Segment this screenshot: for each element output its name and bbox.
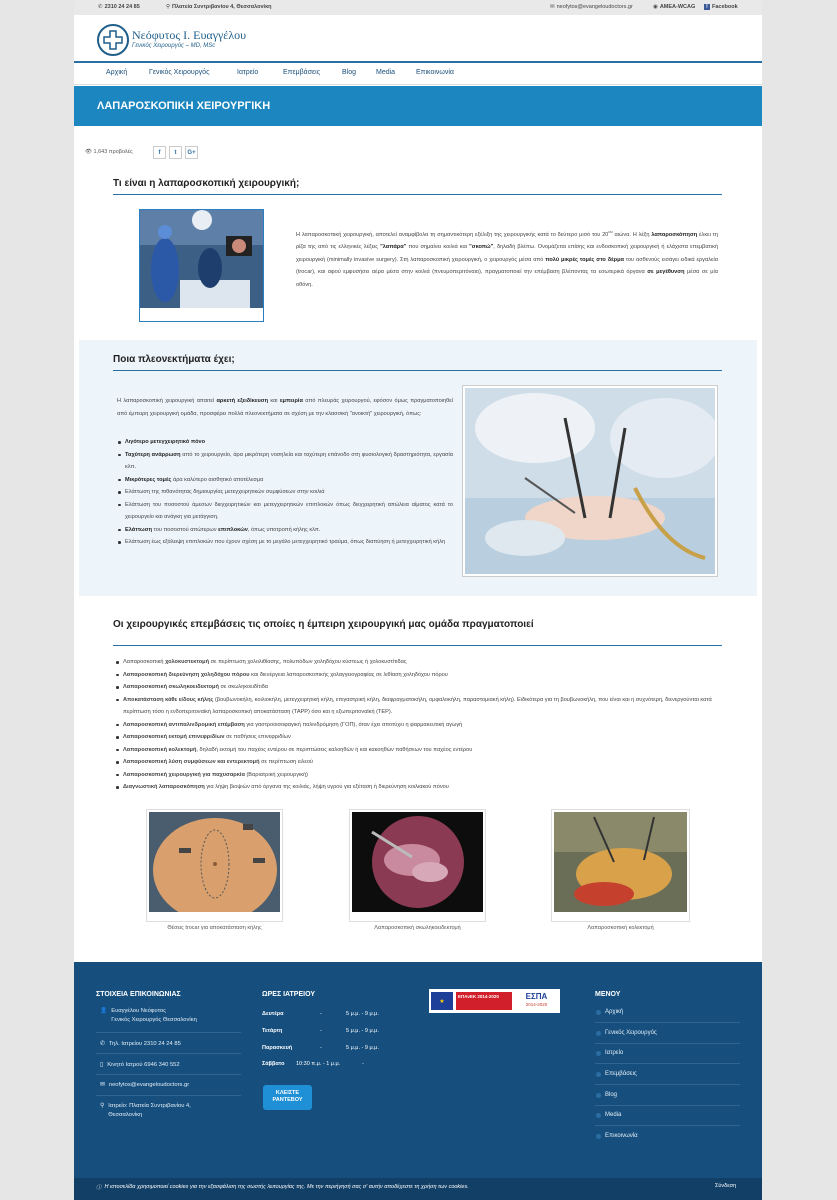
mobile-icon: ▯ bbox=[100, 1062, 104, 1068]
surgery-room-image bbox=[139, 209, 264, 322]
logo-subtitle: Γενικός Χειρουργός – MD, MSc bbox=[132, 43, 216, 49]
footer-menu-title: ΜΕΝΟΥ bbox=[595, 991, 621, 998]
nav-contact[interactable]: Επικοινωνία bbox=[416, 69, 454, 76]
envelope-icon: ✉ bbox=[550, 4, 555, 10]
page-title: ΛΑΠΑΡΟΣΚΟΠΙΚΗ ΧΕΙΡΟΥΡΓΙΚΗ bbox=[97, 100, 271, 112]
eye-icon: 👁 bbox=[85, 149, 92, 155]
nav-operations[interactable]: Επεμβάσεις bbox=[283, 69, 321, 76]
nav-home[interactable]: Αρχική bbox=[106, 69, 128, 76]
section-divider bbox=[113, 194, 722, 195]
footer-contact-email[interactable]: ✉ neofytos@evangeloudoctors.gr bbox=[100, 1082, 190, 1088]
envelope-icon: ✉ bbox=[100, 1082, 105, 1088]
footer-divider bbox=[96, 1053, 241, 1054]
advantages-list bbox=[117, 436, 453, 549]
list-item: Λαπαροσκοπική σκωληκοειδεκτομή σε σκωληκοειδίτιδα bbox=[115, 681, 725, 694]
footer-hours-title: ΩΡΕΣ ΙΑΤΡΕΙΟΥ bbox=[262, 991, 315, 998]
nav-media[interactable]: Media bbox=[376, 69, 396, 76]
list-item: Μικρότερες τομές άρα καλύτερο αισθητικό αποτέλεσμα bbox=[117, 474, 453, 487]
login-link[interactable]: Σύνδεση bbox=[715, 1183, 737, 1189]
list-item: Λαπαροσκοπική χειρουργική για παχυσαρκία (Βαριατρική χειρουργική) bbox=[115, 769, 725, 782]
epanek-label: ΕΠΑνΕΚ 2014-2020 bbox=[456, 992, 512, 1010]
list-item: Ελάττωση έως εξάλειψη επιπλοκών που έχουν σχέση με το μεγάλο μετεγχειρητικό τραύμα, όπως διαπύηση ή μετεγχειρητική κήλη bbox=[117, 536, 453, 549]
share-facebook-button[interactable]: f bbox=[153, 146, 166, 159]
page-banner bbox=[74, 86, 762, 126]
view-count: 👁 1,643 προβολές bbox=[85, 149, 133, 155]
caption: Θέσεις trocar για αποκατάσταση κήλης bbox=[167, 925, 262, 931]
footer-divider bbox=[595, 1063, 740, 1064]
eu-flag-icon: ★ bbox=[431, 992, 453, 1010]
top-phone[interactable]: ✆ 2310 24 24 85 bbox=[98, 4, 140, 10]
list-item: Λιγότερο μετεγχειρητικό πόνο bbox=[117, 436, 453, 449]
footer-menu-contact[interactable]: Επικοινωνία bbox=[596, 1133, 638, 1139]
footer-divider bbox=[96, 1032, 241, 1033]
cookie-notice: ⓘ Η ιστοσελίδα χρησιμοποιεί cookies για την εξασφάλιση της σωστής λειτουργίας της. Με την περιήγησή σας σ' αυτήν αποδέχεστε τη χρήση των cookies. bbox=[96, 1184, 469, 1191]
section-advantages-title: Ποια πλεονεκτήματα έχει; bbox=[113, 354, 235, 365]
espa-logo: ΕΣΠΑ 2014-2020 bbox=[525, 992, 548, 1007]
user-icon: 👤 bbox=[100, 1008, 108, 1014]
hours-day: Δευτέρα bbox=[262, 1011, 284, 1017]
hours-day: Σάββατο bbox=[262, 1061, 285, 1067]
list-item: Λαπαροσκοπική διερεύνηση χοληδόχου πόρου και διενέργεια λαπαροσκοπικής χολαγγειογραφίας σε λιθίαση χοληδόχου πόρου bbox=[115, 669, 725, 682]
map-marker-icon: ⚲ bbox=[100, 1103, 105, 1109]
hours-day: Παρασκευή bbox=[262, 1045, 293, 1051]
phone-icon: ✆ bbox=[98, 4, 103, 10]
logo-cross-icon[interactable] bbox=[97, 24, 129, 56]
hours-time: 5 μ.μ. - 9 μ.μ. bbox=[346, 1011, 379, 1017]
footer-menu-surgeon[interactable]: Γενικός Χειρουργός bbox=[596, 1030, 657, 1036]
espa-banner[interactable] bbox=[429, 989, 560, 1013]
footer-menu-blog[interactable]: Blog bbox=[596, 1092, 617, 1098]
laparoscopy-instruments-image bbox=[462, 385, 718, 577]
footer-divider bbox=[96, 1095, 241, 1096]
list-item: Ελάττωση του ποσοστού απώτερων επιπλοκών, όπως υποτροπή κήλης κλπ. bbox=[117, 524, 453, 537]
footer-divider bbox=[595, 1022, 740, 1023]
hours-dash: - bbox=[320, 1028, 322, 1034]
hours-dash: - bbox=[320, 1011, 322, 1017]
cookie-bar bbox=[74, 1178, 762, 1200]
bullet-icon bbox=[596, 1072, 601, 1077]
top-email[interactable]: ✉ neofytos@evangeloudoctors.gr bbox=[550, 4, 633, 10]
hours-time: 5 μ.μ. - 9 μ.μ. bbox=[346, 1045, 379, 1051]
logo-name[interactable]: Νεόφυτος Ι. Ευαγγέλου bbox=[132, 28, 247, 42]
list-item: Λαπαροσκοπική λύση συμφύσεων και εντερεκτομή σε περίπτωση ειλεού bbox=[115, 756, 725, 769]
footer-contact-mobile[interactable]: ▯ Κινητό Ιατρού 6946 340 552 bbox=[100, 1062, 180, 1068]
bullet-icon bbox=[596, 1134, 601, 1139]
hernia-trocar-image[interactable] bbox=[146, 809, 283, 922]
section-what-text: Η λαπαροσκοπική χειρουργική, αποτελεί αναμφίβολα τη σημαντικότερη εξέλιξη της χειρουργικής κατά το δεύτερο μισό του $20^{o\upsilon}$ αιώνα. Η λέξη λαπαροσκόπηση έλκει τη ρίζα της από τις ελληνικές λέξεις "λαπάρα" που σημαίνει κοιλιά και "σκοπώ", δηλαδή βλέπω. Ονομάζεται επίσης και ενδοσκοπική χειρουργική ή ελάχιστα επεμβατική χειρουργική (minimally invasive surgery). Στη λαπαροσκοπική χειρουργική, ο χειρουργός μέσα από πολύ μικρές τομές στο δέρμα του ασθενούς εισάγει ειδικά εργαλεία (trocar), και αφού εμφυσήσει αέρα μέσα στην κοιλιά (πνευμοπεριτόναιο), πραγματοποιεί την επέμβαση βλέποντας τα εσωτερικά όργανα σε μεγέθυνση μέσα σε μία οθόνη. bbox=[296, 229, 718, 288]
list-item: Αποκατάσταση κάθε είδους κήλης (βουβωνοκήλη, κοιλιοκήλη, μετεγχειρητική κήλη, επιγαστρική κήλη, διαφραγματοκήλη, ομφαλοκήλη, παραστομιακή κήλη). Ειδικότερα για τη βουβωνοκήλη, που είναι και η συχνότερη, διενεργούνται κατά περίπτωση τόσο η ενδοπεριτοναϊκή λαπαροσκοπική αποκατάσταση (TAPP) όσο και η εξωπεριτοναϊκή (TEP). bbox=[115, 694, 725, 719]
top-facebook[interactable]: f Facebook bbox=[704, 4, 738, 10]
nav-surgeon[interactable]: Γενικός Χειρουργός bbox=[149, 69, 210, 76]
info-icon: ⓘ bbox=[96, 1185, 102, 1191]
appendectomy-image[interactable] bbox=[349, 809, 486, 922]
caption: Λαπαροσκοπική σκωληκοειδεκτομή bbox=[374, 925, 461, 931]
top-amea[interactable]: ◉ AMEA-WCAG bbox=[653, 4, 696, 10]
top-address: ⚲ Πλατεία Συντριβανίου 4, Θεσσαλονίκη bbox=[166, 4, 272, 10]
list-item: Ταχύτερη ανάρρωση από το χειρουργείο, άρα μικρότερη νοσηλεία και ταχύτερη επάνοδο στη φυσιολογική δραστηριότητα, εργασία κλπ. bbox=[117, 449, 453, 474]
list-item: Ελάττωση του ποσοστού άμεσων διεγχειρητικών και μετεγχειρητικών επιπλοκών όπως διεγχειρητική απώλεια αίματος κατά το χειρουργείο και ανάγκη για μετάγγιση. bbox=[117, 499, 453, 524]
bullet-icon bbox=[596, 1031, 601, 1036]
nav-blog[interactable]: Blog bbox=[342, 69, 357, 76]
top-bar bbox=[74, 0, 762, 15]
list-item: Λαπαροσκοπική εκτομή επινεφριδίων σε παθήσεις επινεφριδίων bbox=[115, 731, 725, 744]
list-item: Διαγνωστική λαπαροσκόπηση για λήψη βιοψιών από όργανα της κοιλιάς, λήψη υγρού για εξέταση ή διερεύνηση κοιλιακού πόνου bbox=[115, 781, 725, 794]
hours-time: 5 μ.μ. - 9 μ.μ. bbox=[346, 1028, 379, 1034]
accessibility-icon: ◉ bbox=[653, 4, 658, 10]
section-what-title: Τι είναι η λαπαροσκοπική χειρουργική; bbox=[113, 178, 300, 189]
section-operations-title: Οι χειρουργικές επεμβάσεις τις οποίες η έμπειρη χειρουργική μας ομάδα πραγματοποιεί bbox=[113, 619, 534, 630]
section-divider bbox=[113, 645, 722, 646]
bullet-icon bbox=[596, 1113, 601, 1118]
hours-dash: - bbox=[320, 1045, 322, 1051]
bullet-icon bbox=[596, 1051, 601, 1056]
caption: Λαπαροσκοπική κολεκτομή bbox=[587, 925, 654, 931]
footer-divider bbox=[595, 1043, 740, 1044]
main-nav bbox=[74, 63, 762, 85]
share-twitter-button[interactable]: t bbox=[169, 146, 182, 159]
colectomy-image[interactable] bbox=[551, 809, 690, 922]
footer-divider bbox=[595, 1105, 740, 1106]
footer-divider bbox=[595, 1084, 740, 1085]
footer-menu-media[interactable]: Media bbox=[596, 1112, 621, 1118]
facebook-icon: f bbox=[704, 4, 710, 10]
site-footer bbox=[74, 962, 762, 1178]
list-item: Λαπαροσκοπική χολοκυστεκτομή σε περίπτωση χολολιθίασης, πολυπόδων χοληδόχου κύστεως ή χολοκυστίτιδας bbox=[115, 656, 725, 669]
footer-menu-clinic[interactable]: Ιατρείο bbox=[596, 1050, 623, 1056]
list-item: Ελάττωση της πιθανότητας δημιουργίας μετεγχειρητικών συμφύσεων στην κοιλιά bbox=[117, 486, 453, 499]
bullet-icon bbox=[596, 1010, 601, 1015]
appointment-button[interactable]: ΚΛΕΙΣΤΕ ΡΑΝΤΕΒΟΥ bbox=[263, 1085, 312, 1110]
phone-icon: ✆ bbox=[100, 1041, 105, 1047]
advantages-intro: Η λαπαροσκοπική χειρουργική απαιτεί αρκετή εξειδίκευση και εμπειρία από πλευράς χειρουργού, εφόσον όμως πραγματοποιηθεί από έμπειρη χειρουργική ομάδα, προσφέρει πολλά πλεονεκτήματα σε σχέση με την κλασσική "ανοικτή" χειρουργική, όπως: bbox=[117, 398, 453, 417]
list-item: Λαπαροσκοπική κολεκτομή, δηλαδή εκτομή του παχέος εντέρου σε περιπτώσεις καλοηθών ή και κακοηθών παθήσεων του παχέος εντέρου bbox=[115, 744, 725, 757]
bullet-icon bbox=[596, 1093, 601, 1098]
footer-divider bbox=[595, 1125, 740, 1126]
operations-list bbox=[115, 656, 725, 794]
footer-contact-tel[interactable]: ✆ Τηλ. Ιατρείου 2310 24 24 85 bbox=[100, 1041, 181, 1047]
list-item: Λαπαροσκοπική αντιπαλινδρομική επέμβαση για γαστροοισοφαγική παλινδρόμηση (ΓΟΠ), όταν έχει αποτύχει η φαρμακευτική αγωγή bbox=[115, 719, 725, 732]
map-marker-icon: ⚲ bbox=[166, 4, 171, 10]
nav-clinic[interactable]: Ιατρείο bbox=[237, 69, 259, 76]
hours-dash: 10:30 π.μ. - 1 μ.μ. bbox=[296, 1061, 341, 1067]
footer-contact-title: ΣΤΟΙΧΕΙΑ ΕΠΙΚΟΙΝΩΝΙΑΣ bbox=[96, 991, 181, 998]
share-googleplus-button[interactable]: G+ bbox=[185, 146, 198, 159]
hours-time: - bbox=[362, 1061, 364, 1067]
footer-contact-name: 👤 Ευαγγέλου Νεόφυτος Γενικός Χειρουργός Θεσσαλονίκη bbox=[100, 1008, 197, 1023]
footer-divider bbox=[96, 1074, 241, 1075]
hours-day: Τετάρτη bbox=[262, 1028, 283, 1034]
section-divider bbox=[113, 370, 722, 371]
footer-menu-operations[interactable]: Επεμβάσεις bbox=[596, 1071, 637, 1077]
footer-menu-home[interactable]: Αρχική bbox=[596, 1009, 623, 1015]
footer-contact-address: ⚲ Ιατρείο: Πλατεία Συντριβανίου 4, Θεσσαλονίκη bbox=[100, 1103, 191, 1118]
